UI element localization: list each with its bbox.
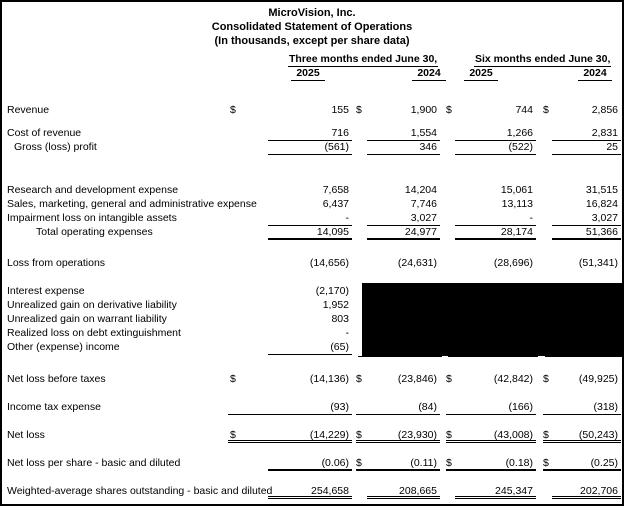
cell-six-months-2025 xyxy=(446,373,536,387)
cell-value: 13,113 xyxy=(501,198,533,210)
table-row xyxy=(2,429,622,443)
dollar-sign xyxy=(446,401,455,414)
cell-value: (42,842) xyxy=(493,373,533,385)
cell-six-months-2024 xyxy=(543,127,621,141)
cell-value: (318) xyxy=(593,401,618,413)
cell-value: 3,027 xyxy=(367,212,440,226)
dollar-sign xyxy=(228,198,268,212)
table-row xyxy=(2,198,622,212)
dollar-sign: $ xyxy=(230,104,236,116)
cell-value: 3,027 xyxy=(552,212,621,226)
dollar-sign xyxy=(356,226,367,240)
cell-three-months-2025 xyxy=(228,327,352,341)
cell-three-months-2024 xyxy=(356,212,440,226)
cell-three-months-2025 xyxy=(228,299,352,313)
cell-three-months-2025 xyxy=(228,457,352,471)
cell-value: 2,856 xyxy=(591,104,618,116)
cell-value: 24,977 xyxy=(367,226,440,240)
cell-value: 14,095 xyxy=(268,226,352,240)
table-row xyxy=(2,485,622,499)
cell-three-months-2024 xyxy=(356,104,440,118)
cell-six-months-2025 xyxy=(446,429,536,443)
cell-value: (0.06) xyxy=(268,457,352,471)
dollar-sign xyxy=(446,485,455,499)
dollar-sign xyxy=(543,257,552,271)
cell-value: (50,243) xyxy=(578,429,618,441)
dollar-sign xyxy=(543,127,552,141)
dollar-sign: $ xyxy=(230,429,236,441)
cell-three-months-2025 xyxy=(228,141,352,155)
dollar-sign xyxy=(356,184,367,198)
cell-value: (49,925) xyxy=(578,373,618,385)
cell-value: (14,656) xyxy=(309,257,349,269)
dollar-sign: $ xyxy=(356,104,362,116)
dollar-sign xyxy=(228,257,268,271)
cell-value: (51,341) xyxy=(578,257,618,269)
cell-six-months-2024 xyxy=(543,485,621,499)
cell-three-months-2025 xyxy=(228,373,352,387)
cell-value: - xyxy=(345,327,349,339)
cell-value: 31,515 xyxy=(585,184,618,196)
cell-value: 1,266 xyxy=(455,127,536,141)
column-group-six-months: Six months ended June 30, xyxy=(475,53,611,65)
dollar-sign: $ xyxy=(446,429,452,441)
dollar-sign xyxy=(356,141,367,155)
table-row xyxy=(2,212,622,226)
row-label: Sales, marketing, general and administrative expense xyxy=(7,198,257,210)
cell-six-months-2025 xyxy=(446,104,536,118)
cell-three-months-2025 xyxy=(228,184,352,198)
cell-value: 6,437 xyxy=(322,198,349,210)
cell-value: 16,824 xyxy=(585,198,618,210)
cell-six-months-2024 xyxy=(543,104,621,118)
cell-value: (23,930) xyxy=(397,429,437,441)
cell-six-months-2025 xyxy=(446,141,536,155)
dollar-sign xyxy=(543,141,552,155)
dollar-sign xyxy=(446,127,455,141)
year-header-six-months-2024: 2024 xyxy=(578,67,612,81)
row-label: Impairment loss on intangible assets xyxy=(7,212,177,224)
rule-under-redaction-col4 xyxy=(545,356,623,357)
row-label: Unrealized gain on derivative liability xyxy=(7,299,177,311)
table-row xyxy=(2,457,622,471)
dollar-sign xyxy=(446,212,455,226)
row-label: Total operating expenses xyxy=(36,226,153,238)
cell-value: 202,706 xyxy=(552,485,621,499)
cell-value: 25 xyxy=(552,141,621,155)
row-label: Research and development expense xyxy=(7,184,179,196)
cell-three-months-2024 xyxy=(356,184,440,198)
cell-value: (0.25) xyxy=(590,457,618,469)
company-name: MicroVision, Inc. xyxy=(268,7,356,19)
dollar-sign xyxy=(228,141,268,155)
cell-value: (24,631) xyxy=(397,257,437,269)
cell-value: (23,846) xyxy=(397,373,437,385)
table-row xyxy=(2,373,622,387)
dollar-sign xyxy=(228,341,268,355)
row-label: Realized loss on debt extinguishment xyxy=(7,327,181,339)
dollar-sign xyxy=(228,401,268,414)
year-header-six-months-2025: 2025 xyxy=(464,67,498,81)
cell-three-months-2024 xyxy=(356,373,440,387)
cell-value: 2,831 xyxy=(552,127,621,141)
cell-three-months-2025 xyxy=(228,285,352,299)
cell-six-months-2024 xyxy=(543,457,621,471)
dollar-sign xyxy=(356,401,367,414)
cell-three-months-2025 xyxy=(228,212,352,226)
dollar-sign xyxy=(228,299,268,313)
table-row xyxy=(2,184,622,198)
cell-six-months-2025 xyxy=(446,184,536,198)
cell-value: (0.11) xyxy=(410,457,437,469)
cell-value: 803 xyxy=(331,313,349,325)
cell-six-months-2024 xyxy=(543,373,621,387)
dollar-sign: $ xyxy=(230,373,236,385)
cell-value: (2,170) xyxy=(315,285,349,297)
column-group-three-months: Three months ended June 30, xyxy=(289,53,438,65)
row-label: Unrealized gain on warrant liability xyxy=(7,313,167,325)
rule-under-redaction-col3 xyxy=(448,356,538,357)
cell-value: 744 xyxy=(515,104,533,116)
cell-value: 346 xyxy=(367,141,440,155)
cell-value: 208,665 xyxy=(367,485,440,499)
row-label: Interest expense xyxy=(7,285,85,297)
dollar-sign xyxy=(446,226,455,240)
dollar-sign: $ xyxy=(446,373,452,385)
table-row xyxy=(2,141,622,155)
dollar-sign xyxy=(356,198,367,212)
statement-title: Consolidated Statement of Operations xyxy=(211,21,413,33)
row-label: Revenue xyxy=(7,104,50,116)
cell-six-months-2024 xyxy=(543,198,621,212)
dollar-sign xyxy=(446,141,455,155)
cell-value: (28,696) xyxy=(493,257,533,269)
dollar-sign xyxy=(543,485,552,499)
dollar-sign: $ xyxy=(446,104,452,116)
cell-six-months-2024 xyxy=(543,141,621,155)
dollar-sign xyxy=(228,313,268,327)
cell-six-months-2024 xyxy=(543,226,621,240)
cell-value: 7,658 xyxy=(322,184,349,196)
cell-three-months-2025 xyxy=(228,429,352,443)
dollar-sign xyxy=(228,226,268,240)
redaction-box xyxy=(362,283,622,356)
cell-six-months-2025 xyxy=(446,127,536,141)
cell-three-months-2025 xyxy=(228,341,352,355)
cell-three-months-2025 xyxy=(228,198,352,212)
dollar-sign xyxy=(356,485,367,499)
dollar-sign xyxy=(543,212,552,226)
dollar-sign xyxy=(228,485,268,499)
dollar-sign: $ xyxy=(446,457,452,469)
cell-value: (561) xyxy=(268,141,352,155)
dollar-sign: $ xyxy=(356,429,362,441)
row-label: Net loss per share - basic and diluted xyxy=(7,457,181,469)
cell-six-months-2025 xyxy=(446,226,536,240)
cell-six-months-2024 xyxy=(543,212,621,226)
cell-six-months-2024 xyxy=(543,257,621,271)
row-label: Net loss xyxy=(7,429,45,441)
table-row xyxy=(2,127,622,141)
cell-six-months-2025 xyxy=(446,198,536,212)
cell-three-months-2024 xyxy=(356,226,440,240)
cell-three-months-2025 xyxy=(228,226,352,240)
cell-value: 28,174 xyxy=(455,226,536,240)
dollar-sign xyxy=(228,285,268,299)
cell-value: (14,136) xyxy=(309,373,349,385)
table-row xyxy=(2,104,622,118)
cell-value: 1,554 xyxy=(367,127,440,141)
dollar-sign: $ xyxy=(543,429,549,441)
dollar-sign xyxy=(228,212,268,226)
table-row xyxy=(2,401,622,415)
cell-six-months-2025 xyxy=(446,457,536,471)
cell-value: 245,347 xyxy=(455,485,536,499)
dollar-sign: $ xyxy=(356,373,362,385)
cell-three-months-2025 xyxy=(228,401,352,415)
cell-value: 155 xyxy=(331,104,349,116)
cell-three-months-2024 xyxy=(356,127,440,141)
dollar-sign: $ xyxy=(543,373,549,385)
cell-value: 7,746 xyxy=(410,198,437,210)
cell-three-months-2024 xyxy=(356,485,440,499)
dollar-sign xyxy=(446,184,455,198)
cell-three-months-2025 xyxy=(228,257,352,271)
row-label: Other (expense) income xyxy=(7,341,120,353)
dollar-sign: $ xyxy=(543,457,549,469)
table-row xyxy=(2,226,622,240)
cell-value: 1,952 xyxy=(322,299,349,311)
cell-value: (93) xyxy=(330,401,349,413)
cell-value: (166) xyxy=(508,401,533,413)
row-label: Income tax expense xyxy=(7,401,101,413)
cell-value: (522) xyxy=(455,141,536,155)
cell-value: (65) xyxy=(268,341,352,355)
cell-three-months-2025 xyxy=(228,127,352,141)
cell-value: (84) xyxy=(418,401,437,413)
dollar-sign xyxy=(356,257,367,271)
cell-six-months-2025 xyxy=(446,401,536,415)
cell-three-months-2024 xyxy=(356,198,440,212)
row-label: Loss from operations xyxy=(7,257,106,269)
cell-value: 14,204 xyxy=(404,184,437,196)
year-header-three-months-2024: 2024 xyxy=(412,67,446,81)
cell-value: - xyxy=(455,212,536,226)
cell-three-months-2024 xyxy=(356,257,440,271)
cell-six-months-2025 xyxy=(446,212,536,226)
dollar-sign xyxy=(543,198,552,212)
cell-value: 254,658 xyxy=(268,485,352,499)
dollar-sign xyxy=(543,184,552,198)
row-label: Cost of revenue xyxy=(7,127,82,139)
cell-six-months-2025 xyxy=(446,485,536,499)
row-label: Net loss before taxes xyxy=(7,373,106,385)
cell-value: (43,008) xyxy=(493,429,533,441)
row-label: Gross (loss) profit xyxy=(14,141,97,153)
cell-three-months-2025 xyxy=(228,104,352,118)
table-row xyxy=(2,257,622,271)
cell-six-months-2024 xyxy=(543,401,621,415)
cell-three-months-2025 xyxy=(228,485,352,499)
dollar-sign xyxy=(228,184,268,198)
cell-three-months-2024 xyxy=(356,457,440,471)
cell-value: 716 xyxy=(268,127,352,141)
dollar-sign xyxy=(356,212,367,226)
units-note: (In thousands, except per share data) xyxy=(214,35,410,47)
cell-three-months-2025 xyxy=(228,313,352,327)
cell-three-months-2024 xyxy=(356,141,440,155)
dollar-sign: $ xyxy=(543,104,549,116)
cell-value: 1,900 xyxy=(410,104,437,116)
dollar-sign xyxy=(228,327,268,341)
cell-three-months-2024 xyxy=(356,401,440,415)
dollar-sign xyxy=(356,127,367,141)
dollar-sign xyxy=(228,127,268,141)
cell-six-months-2024 xyxy=(543,429,621,443)
dollar-sign xyxy=(446,198,455,212)
dollar-sign xyxy=(543,226,552,240)
dollar-sign xyxy=(543,401,552,414)
cell-value: - xyxy=(268,212,352,226)
cell-value: 15,061 xyxy=(500,184,533,196)
cell-three-months-2024 xyxy=(356,429,440,443)
rule-under-redaction-col2 xyxy=(358,356,442,357)
cell-value: 51,366 xyxy=(552,226,621,240)
cell-six-months-2024 xyxy=(543,184,621,198)
cell-six-months-2025 xyxy=(446,257,536,271)
row-label: Weighted-average shares outstanding - basic and diluted xyxy=(7,485,273,497)
cell-value: (14,229) xyxy=(309,429,349,441)
year-header-three-months-2025: 2025 xyxy=(291,67,325,81)
dollar-sign xyxy=(446,257,455,271)
dollar-sign xyxy=(228,457,268,471)
dollar-sign: $ xyxy=(356,457,362,469)
cell-value: (0.18) xyxy=(505,457,533,469)
